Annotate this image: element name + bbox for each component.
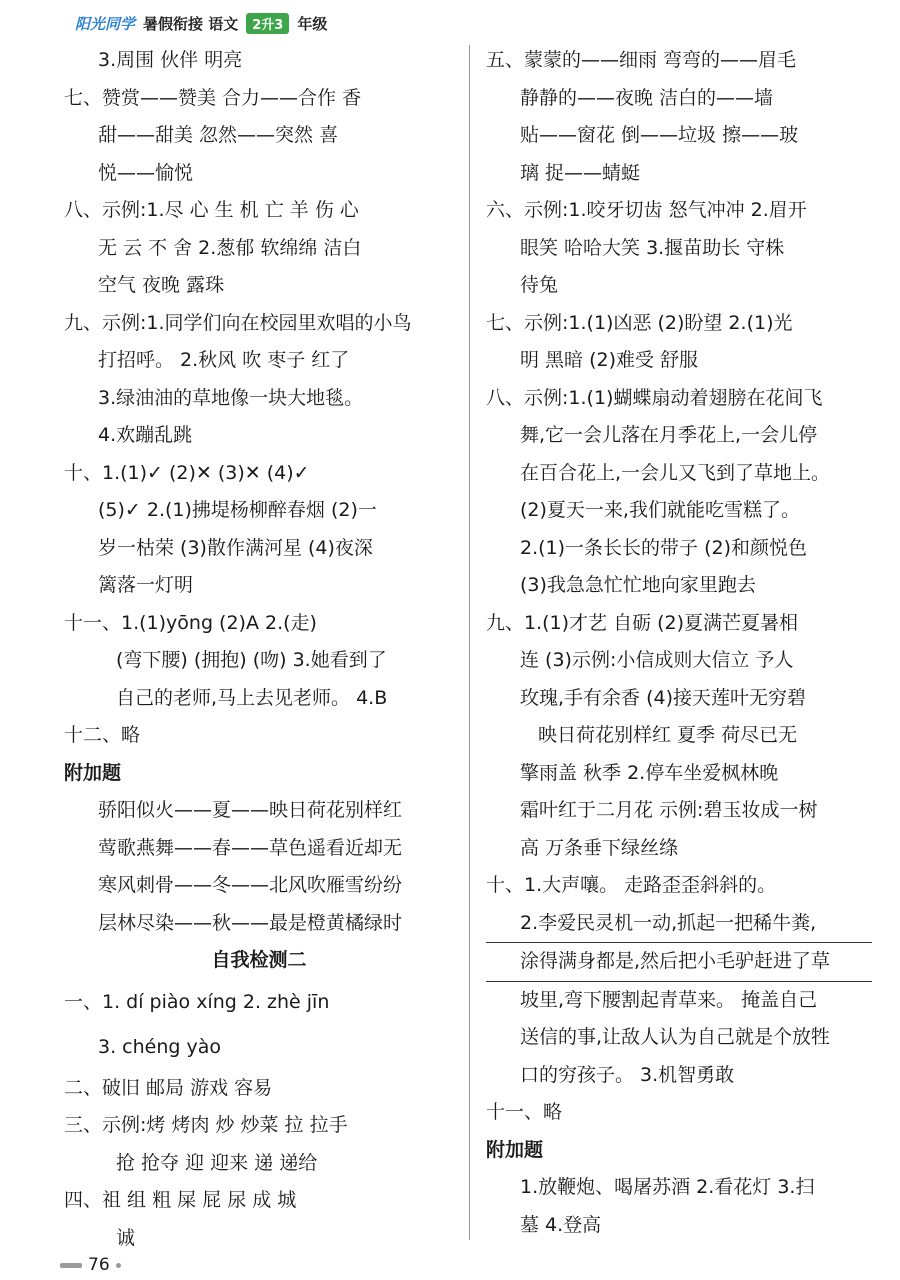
header-title: 暑假衔接 语文 — [143, 14, 239, 33]
right-column — [486, 42, 872, 1244]
answer-line: 连 (3)示例:小信成则大信立 予人 — [520, 649, 794, 671]
answer-line: 静静的——夜晚 洁白的——墙 — [520, 86, 774, 109]
answer-line: 3. chéng yào — [98, 1035, 221, 1058]
answer-line: 映日荷花别样红 夏季 荷尽已无 — [538, 724, 798, 746]
answer-line: 十一、1.(1)yōng (2)A 2.(走) — [64, 611, 317, 634]
answer-line: 4.欢蹦乱跳 — [98, 424, 193, 446]
answer-line: 十、1.大声嚷。 走路歪歪斜斜的。 — [486, 874, 777, 896]
answer-line: 自我检测二 — [211, 949, 307, 971]
answer-line: 明 黑暗 (2)难受 舒服 — [520, 349, 699, 371]
answer-line: 十二、略 — [64, 724, 141, 746]
grade-suffix: 年级 — [297, 14, 328, 33]
answer-line: 七、赞赏——赞美 合力——合作 香 — [64, 86, 362, 109]
answer-line: 眼笑 哈哈大笑 3.揠苗助长 守株 — [520, 236, 785, 259]
answer-line: 悦——愉悦 — [98, 161, 194, 184]
answer-line: 岁一枯荣 (3)散作满河星 (4)夜深 — [98, 536, 373, 559]
answer-line: 三、示例:烤 烤肉 炒 炒菜 拉 拉手 — [64, 1114, 348, 1136]
answer-line: 甜——甜美 忽然——突然 喜 — [98, 124, 339, 146]
answer-line: 一、1. dí piào xíng 2. zhè jīn — [64, 990, 330, 1013]
answer-line: 二、破旧 邮局 游戏 容易 — [64, 1076, 273, 1099]
answer-line: 无 云 不 舍 2.葱郁 软绵绵 洁白 — [98, 236, 362, 259]
answer-line: 诚 — [116, 1226, 136, 1249]
answer-line: 涂得满身都是,然后把小毛驴赶进了草 — [486, 943, 872, 982]
answer-line: 层林尽染——秋——最是橙黄橘绿时 — [98, 911, 403, 934]
answer-line: 附加题 — [486, 1138, 544, 1161]
answer-line: 十一、略 — [486, 1101, 563, 1123]
answer-line: 2.(1)一条长长的带子 (2)和颜悦色 — [520, 536, 807, 559]
brand-logo: 阳光同学 — [75, 14, 136, 33]
answer-line: 篱落一灯明 — [98, 574, 194, 596]
answer-line: 九、1.(1)才艺 自砺 (2)夏满芒夏暑相 — [486, 611, 799, 634]
answer-line: 璃 捉——蜻蜓 — [520, 161, 641, 184]
answer-line: 八、示例:1.尽 心 生 机 亡 羊 伤 心 — [64, 199, 359, 221]
answer-line: 七、示例:1.(1)凶恶 (2)盼望 2.(1)光 — [486, 311, 793, 334]
answer-line: 高 万条垂下绿丝绦 — [520, 836, 679, 859]
answer-line: 擎雨盖 秋季 2.停车坐爱枫林晚 — [520, 761, 779, 784]
answer-line: 打招呼。 2.秋风 吹 枣子 红了 — [98, 349, 350, 371]
answer-line: 五、蒙蒙的——细雨 弯弯的——眉毛 — [486, 49, 797, 71]
page-header — [75, 10, 327, 36]
answer-line: 1.放鞭炮、喝屠苏酒 2.看花灯 3.扫 — [520, 1176, 815, 1198]
left-column — [64, 42, 454, 1257]
answer-line: (5)✓ 2.(1)拂堤杨柳醉春烟 (2)一 — [98, 499, 377, 521]
answer-line: 寒风刺骨——冬——北风吹雁雪纷纷 — [98, 874, 403, 896]
footer-dot — [116, 1263, 121, 1268]
answer-line: 莺歌燕舞——春——草色遥看近却无 — [98, 836, 403, 859]
answer-line: 2.李爱民灵机一动,抓起一把稀牛粪, — [486, 905, 872, 944]
answer-line: (弯下腰) (拥抱) (吻) 3.她看到了 — [116, 649, 387, 671]
answer-line: 霜叶红于二月花 示例:碧玉妆成一树 — [520, 799, 818, 821]
answer-line: 口的穷孩子。 3.机智勇敢 — [520, 1063, 735, 1086]
answer-line: 十、1.(1)✓ (2)✕ (3)✕ (4)✓ — [64, 461, 310, 484]
answer-line: 3.周围 伙伴 明亮 — [98, 49, 243, 71]
answer-line: 在百合花上,一会儿又飞到了草地上。 — [520, 461, 831, 484]
answer-line: 空气 夜晚 露珠 — [98, 274, 225, 296]
answer-line: 送信的事,让敌人认为自己就是个放牲 — [520, 1026, 831, 1048]
answer-line: 待兔 — [520, 274, 559, 296]
answer-line: 贴——窗花 倒——垃圾 擦——玻 — [520, 124, 799, 146]
answer-line: 3.绿油油的草地像一块大地毯。 — [98, 386, 364, 409]
answer-line: (3)我急急忙忙地向家里跑去 — [520, 574, 756, 596]
answer-line: 骄阳似火——夏——映日荷花别样红 — [98, 799, 403, 821]
column-divider — [469, 45, 470, 1240]
page-number: 76 — [88, 1255, 110, 1275]
answer-line: 六、示例:1.咬牙切齿 怒气冲冲 2.眉开 — [486, 199, 807, 221]
answer-line: 九、示例:1.同学们向在校园里欢唱的小鸟 — [64, 311, 412, 334]
page-footer — [60, 1255, 121, 1275]
answer-line: 附加题 — [64, 761, 122, 784]
footer-bar — [60, 1263, 82, 1268]
answer-line: 自己的老师,马上去见老师。 4.B — [116, 686, 388, 709]
answer-line: (2)夏天一来,我们就能吃雪糕了。 — [520, 499, 800, 521]
answer-line: 玫瑰,手有余香 (4)接天莲叶无穷碧 — [520, 686, 806, 709]
answer-line: 四、祖 组 粗 屎 屁 尿 成 城 — [64, 1189, 297, 1211]
grade-badge: 2升3 — [246, 13, 289, 34]
answer-line: 舞,它一会儿落在月季花上,一会儿停 — [520, 424, 818, 446]
answer-line: 八、示例:1.(1)蝴蝶扇动着翅膀在花间飞 — [486, 386, 823, 409]
answer-line: 抢 抢夺 迎 迎来 递 递给 — [116, 1151, 318, 1174]
answer-line: 坡里,弯下腰割起青草来。 掩盖自己 — [520, 988, 818, 1011]
answer-line: 墓 4.登高 — [520, 1213, 602, 1236]
